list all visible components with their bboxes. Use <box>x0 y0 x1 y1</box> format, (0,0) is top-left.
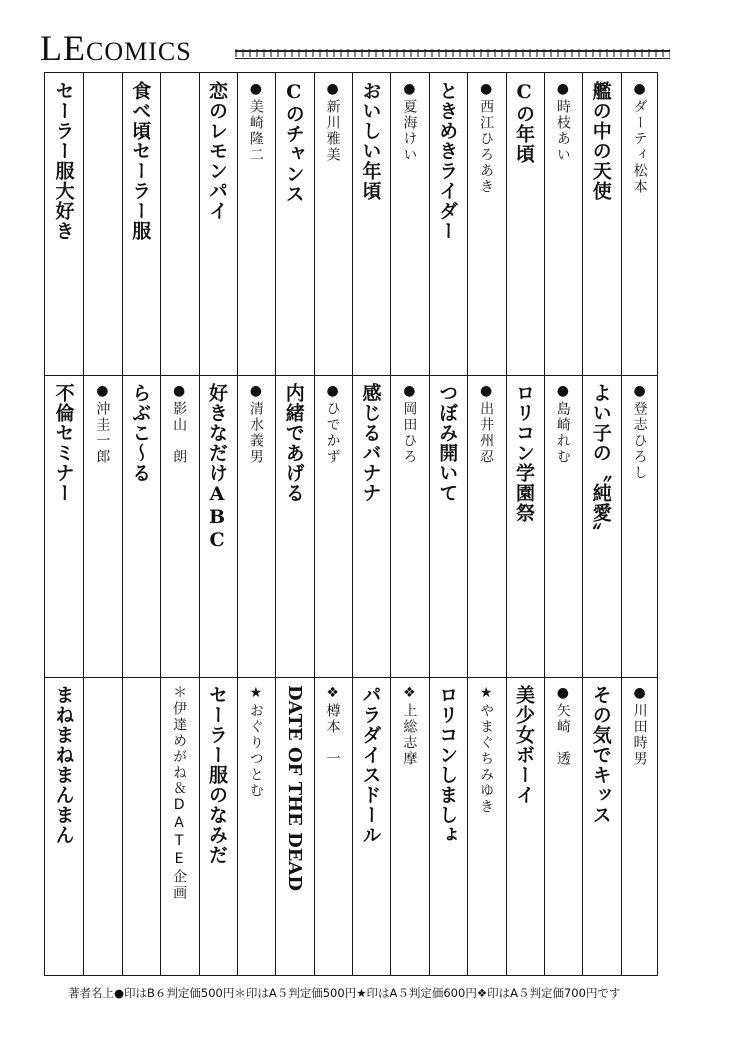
book-author-cell <box>314 685 352 973</box>
book-author: ●川田時男 <box>631 685 648 767</box>
book-author-cell <box>314 81 352 369</box>
book-author-cell <box>237 81 275 369</box>
series-header <box>40 28 680 68</box>
book-title-cell <box>45 383 83 671</box>
row-divider <box>45 677 657 678</box>
book-list-grid <box>44 72 658 976</box>
book-author-cell <box>160 685 198 973</box>
book-author: ●ダーティ松本 <box>631 81 648 195</box>
book-title: Cの年頃 <box>513 81 535 164</box>
book-author: ●時枝あい <box>554 81 571 163</box>
book-title: 食べ頃セーラー服 <box>129 81 152 241</box>
book-author-cell <box>390 685 428 973</box>
book-title-cell <box>352 383 390 671</box>
book-author-cell <box>83 383 121 671</box>
book-title-cell <box>45 81 83 369</box>
book-author-cell <box>390 383 428 671</box>
book-title-cell <box>582 685 620 973</box>
book-author: ●新川雅美 <box>324 81 341 163</box>
book-title-cell <box>506 383 544 671</box>
book-title-cell <box>275 685 313 973</box>
book-title-cell <box>199 685 237 973</box>
book-author-cell <box>160 81 198 369</box>
book-author: ●島崎れむ <box>554 383 571 465</box>
book-title: 感じるバナナ <box>359 383 382 503</box>
book-author: ●影山 朗 <box>171 383 188 465</box>
book-author: ●夏海けい <box>401 81 418 163</box>
book-title-cell <box>275 81 313 369</box>
book-title-cell <box>352 81 390 369</box>
book-author: ＊伊達めがね＆DATE企画 <box>171 685 188 901</box>
book-author: ❖上総志摩 <box>401 685 418 767</box>
book-title-cell <box>199 383 237 671</box>
book-author: ●出井州忍 <box>478 383 495 465</box>
book-author: ●西江ひろあき <box>478 81 495 195</box>
book-author: ★やまぐちみゆき <box>478 685 495 815</box>
book-title-cell <box>582 383 620 671</box>
book-author-cell <box>314 383 352 671</box>
book-author-cell <box>467 685 505 973</box>
book-title: ロリコンしましょ <box>436 685 459 845</box>
book-title: 恋のレモンパイ <box>206 81 228 221</box>
book-author-cell <box>83 81 121 369</box>
book-author: ●沖圭一郎 <box>94 383 111 465</box>
book-title-cell <box>506 685 544 973</box>
book-author-cell <box>237 685 275 973</box>
book-title: つぼみ開いて <box>436 383 459 503</box>
book-author-cell <box>390 81 428 369</box>
row-divider <box>45 375 657 376</box>
book-title: ロリコン学園祭 <box>513 383 535 523</box>
book-title-cell <box>275 383 313 671</box>
book-title-cell <box>199 81 237 369</box>
book-title: パラダイスドール <box>359 685 382 845</box>
price-note: 著者名上●印はB６判定価500円＊印はA５判定価500円★印はA５判定価600円❖印はA５判定価700円です <box>68 986 621 1000</box>
book-title: セーラー服大好き <box>52 81 75 241</box>
book-title-cell <box>122 685 160 973</box>
book-author: ●美崎隆二 <box>247 81 264 163</box>
book-author: ●矢崎 透 <box>554 685 571 767</box>
book-title: よい子の〝純愛〟 <box>589 383 612 543</box>
book-author-cell <box>621 383 659 671</box>
book-title: ときめきライダー <box>436 81 459 241</box>
book-author-cell <box>544 685 582 973</box>
book-author-cell <box>621 81 659 369</box>
book-title-cell <box>429 81 467 369</box>
book-title: セーラー服のなみだ <box>206 685 228 865</box>
book-title-cell <box>429 685 467 973</box>
book-author-cell <box>544 383 582 671</box>
book-title: その気でキッス <box>589 685 612 825</box>
book-title: Cのチャンス <box>282 81 305 204</box>
book-author-cell <box>237 383 275 671</box>
book-author-cell <box>467 383 505 671</box>
book-title: 内緒であげる <box>282 383 305 503</box>
book-author: ★おぐりつとむ <box>247 685 264 799</box>
book-title: まねまねまんまん <box>52 685 75 845</box>
book-author-cell <box>544 81 582 369</box>
book-title-cell <box>122 383 160 671</box>
book-title-cell <box>122 81 160 369</box>
book-title-cell <box>352 685 390 973</box>
book-title-cell <box>429 383 467 671</box>
book-title-cell <box>45 685 83 973</box>
book-title: 美少女ボーイ <box>513 685 535 805</box>
book-title: らぶこ～る <box>129 383 152 483</box>
book-title: 好きなだけABC <box>206 383 228 552</box>
book-author: ●岡田ひろ <box>401 383 418 465</box>
book-author: ❖樽本 一 <box>324 685 341 767</box>
book-title-cell <box>582 81 620 369</box>
book-title: 不倫セミナー <box>52 383 75 503</box>
book-author: ●ひでかず <box>324 383 341 465</box>
book-title: おいしい年頃 <box>359 81 382 201</box>
series-logo: LECOMICS <box>40 28 192 68</box>
book-title-cell <box>506 81 544 369</box>
book-title: DATE OF THE DEAD <box>283 685 305 891</box>
decorative-rule <box>235 50 670 59</box>
book-author-cell <box>467 81 505 369</box>
book-author: ●登志ひろし <box>631 383 648 481</box>
book-author-cell <box>160 383 198 671</box>
book-title: 艦の中の天使 <box>589 81 612 201</box>
book-author: ●清水義男 <box>247 383 264 465</box>
book-author-cell <box>621 685 659 973</box>
book-author-cell <box>83 685 121 973</box>
